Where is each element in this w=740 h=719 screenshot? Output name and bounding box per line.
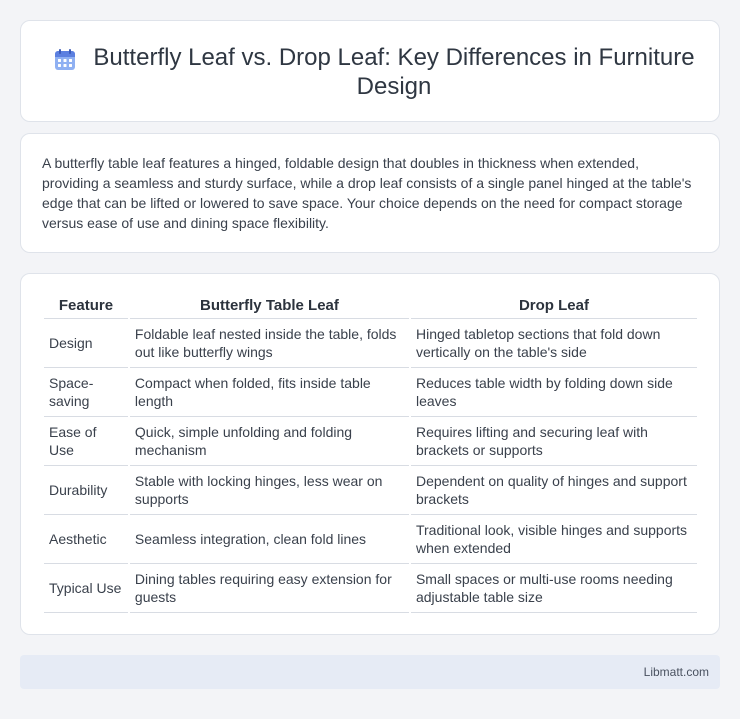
feature-cell: Space-saving [44, 368, 128, 417]
drop-leaf-cell: Dependent on quality of hinges and support brackets [411, 466, 697, 515]
comparison-card [20, 273, 720, 635]
drop-leaf-cell: Small spaces or multi-use rooms needing adjustable table size [411, 564, 697, 613]
intro-card [20, 133, 720, 253]
intro-paragraph: A butterfly table leaf features a hinged, foldable design that doubles in thickness when extended, providing a seamless and sturdy surface, while a drop leaf consists of a single panel hinged at the table's edge that can be lifted or lowered to save space. Your choice depends on the need for compact storage versus ease of use and dining space flexibility. [42, 155, 692, 231]
table-row [44, 368, 697, 417]
drop-leaf-cell: Reduces table width by folding down side leaves [411, 368, 697, 417]
feature-cell: Typical Use [44, 564, 128, 613]
drop-leaf-cell: Traditional look, visible hinges and supports when extended [411, 515, 697, 564]
drop-leaf-cell: Hinged tabletop sections that fold down vertically on the table's side [411, 319, 697, 368]
drop-leaf-cell: Requires lifting and securing leaf with brackets or supports [411, 417, 697, 466]
table-row [44, 417, 697, 466]
feature-cell: Durability [44, 466, 128, 515]
butterfly-cell: Foldable leaf nested inside the table, folds out like butterfly wings [130, 319, 409, 368]
butterfly-cell: Dining tables requiring easy extension for guests [130, 564, 409, 613]
table-row [44, 466, 697, 515]
butterfly-cell: Compact when folded, fits inside table length [130, 368, 409, 417]
page-title: Butterfly Leaf vs. Drop Leaf: Key Differences in Furniture Design [93, 44, 695, 100]
header-butterfly: Butterfly Table Leaf [130, 295, 409, 319]
title-card [20, 20, 720, 122]
header-drop-leaf: Drop Leaf [411, 295, 697, 319]
table-row [44, 319, 697, 368]
table-row [44, 515, 697, 564]
feature-cell: Aesthetic [44, 515, 128, 564]
feature-cell: Design [44, 319, 128, 368]
table-row [44, 564, 697, 613]
feature-cell: Ease of Use [44, 417, 128, 466]
butterfly-cell: Seamless integration, clean fold lines [130, 515, 409, 564]
footer-site-link[interactable]: Libmatt.com [643, 665, 709, 679]
table-header-row [44, 295, 697, 319]
comparison-table [42, 295, 699, 613]
header-feature: Feature [44, 295, 128, 319]
footer [20, 655, 720, 689]
butterfly-cell: Stable with locking hinges, less wear on supports [130, 466, 409, 515]
butterfly-cell: Quick, simple unfolding and folding mechanism [130, 417, 409, 466]
